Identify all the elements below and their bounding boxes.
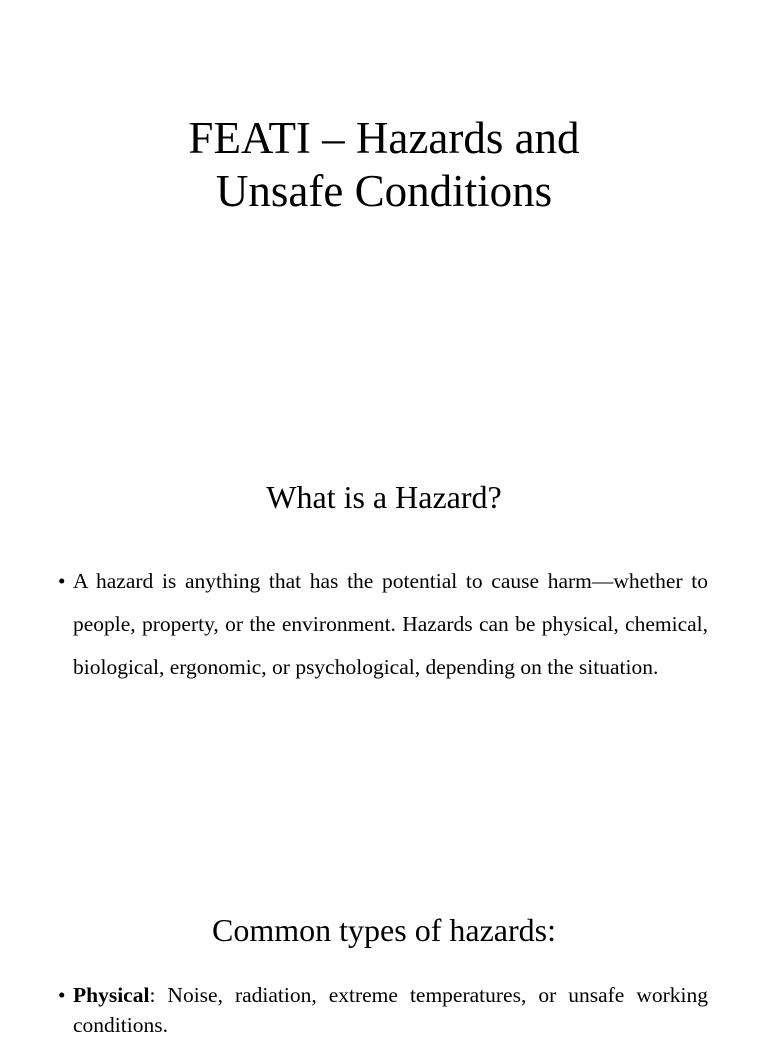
physical-hazard-text bbox=[73, 980, 708, 1040]
slide-title-line-2: Unsafe Conditions bbox=[215, 166, 553, 216]
hazard-definition-bullet bbox=[58, 560, 708, 689]
what-is-hazard-heading: What is a Hazard? bbox=[266, 479, 502, 515]
bullet-dot: • bbox=[58, 569, 66, 593]
slide-title-line-1: FEATI – Hazards and bbox=[188, 113, 580, 163]
physical-hazard-bullet bbox=[58, 980, 708, 1040]
common-hazard-types-heading: Common types of hazards: bbox=[212, 912, 556, 948]
hazard-definition-text: A hazard is anything that has the potential to cause harm—whether to people, property, or the environment. Hazards can be physical, chemical, biological, ergonomic, or psychological, depending on the situation. bbox=[73, 569, 708, 679]
physical-hazard-description: : Noise, radiation, extreme temperatures, or unsafe working conditions. bbox=[73, 983, 708, 1037]
bullet-dot: • bbox=[58, 983, 66, 1007]
physical-hazard-term: Physical bbox=[73, 983, 150, 1007]
slide-title bbox=[0, 112, 768, 218]
